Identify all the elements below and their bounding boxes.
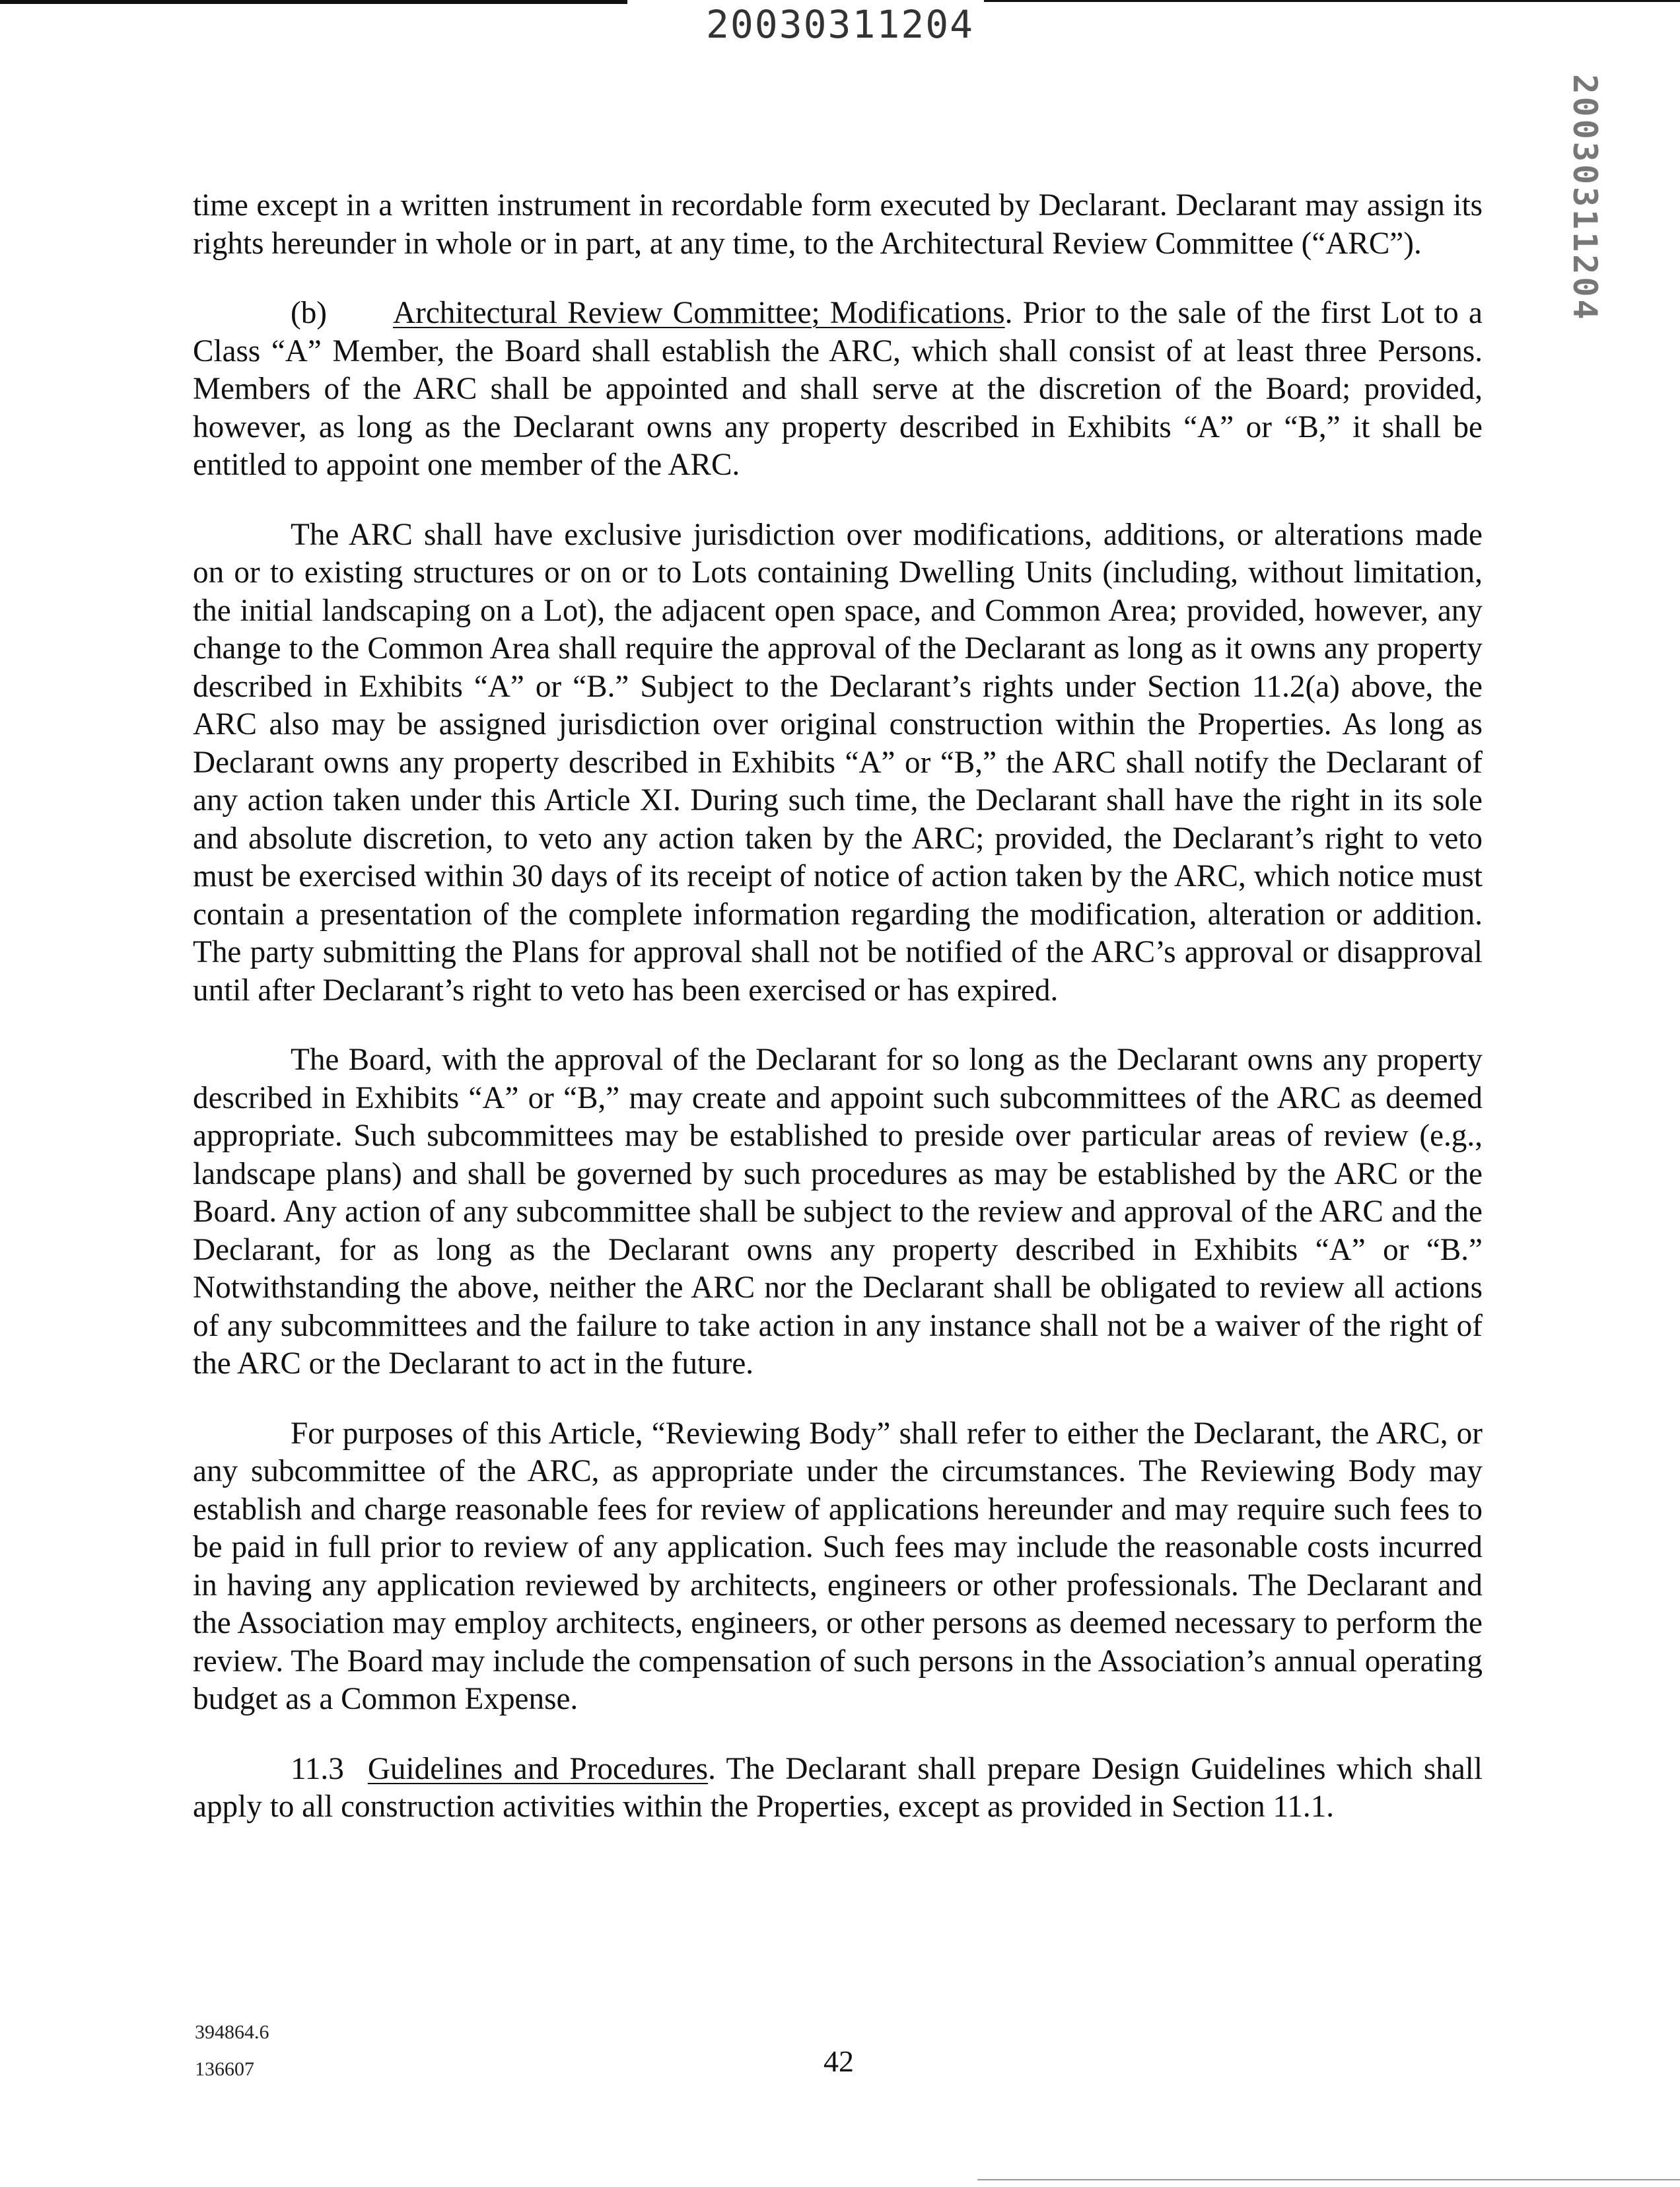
page-number: 42 [823,2044,854,2078]
side-stamp-text: 20030311204 [1566,74,1604,322]
paragraph-section-11-3 [193,1751,1483,1826]
paragraph-section-b [193,295,1483,485]
paragraph-arc-jurisdiction: The ARC shall have exclusive jurisdiction over modifications, additions, or alterations made on or to existing structures or on or to Lots containing Dwelling Units (including, without limitation, the initial landscaping on a Lot), the adjacent open space, and Common Area; provided, however, any change to the Common Area shall require the approval of the Declarant as long as it owns any property described in Exhibits “A” or “B.” Subject to the Declarant’s rights under Section 11.2(a) above, the ARC also may be assigned jurisdiction over original construction within the Properties. As long as Declarant owns any property described in Exhibits “A” or “B,” the ARC shall notify the Declarant of any action taken under this Article XI. During such time, the Declarant shall have the right in its sole and absolute discretion, to veto any action taken by the ARC; provided, the Declarant’s right to veto must be exercised within 30 days of its receipt of notice of action taken by the ARC, which notice must contain a presentation of the complete information regarding the modification, alteration or addition. The party submitting the Plans for approval shall not be notified of the ARC’s approval or disapproval until after Declarant’s right to veto has been exercised or has expired. [193,517,1483,1008]
section-heading-guidelines: Guidelines and Procedures [367,1751,709,1786]
paragraph-subcommittees: The Board, with the approval of the Declarant for so long as the Declarant owns any property described in Exhibits “A” or “B,” may create and appoint such subcommittees of the ARC as deemed appropriate. Such subcommittees may be established to preside over particular areas of review (e.g., landscape plans) and shall be governed by such procedures as may be established by the ARC or the Board. Any action of any subcommittee shall be subject to the review and approval of the ARC and the Declarant, for as long as the Declarant owns any property described in Exhibits “A” or “B.” Notwithstanding the above, neither the ARC nor the Declarant shall be obligated to review all actions of any subcommittees and the failure to take action in any instance shall not be a waiver of the right of the ARC or the Declarant to act in the future. [193,1043,1483,1381]
footer-document-ids [195,2014,269,2088]
recording-number-header: 20030311204 [705,2,975,47]
section-label-b: (b) [291,296,328,330]
document-body [193,187,1483,1826]
footer-client-id: 136607 [195,2058,254,2080]
section-label-11-3: 11.3 [291,1751,344,1786]
side-recording-stamp [1562,74,1608,322]
section-heading-arc-modifications: Architectural Review Committee; Modifications [393,296,1005,330]
section-b-body: Prior to the sale of the first Lot to a Class “A” Member, the Board shall establish the ARC, which shall consist of at least three Persons. Members of the ARC shall be appointed and shall serve at the discretion of the Board; provided, however, as long as the Declarant owns any property described in Exhibits “A” or “B,” it shall be entitled to appoint one member of the ARC. [193,296,1483,482]
section-heading-period-11-3: . [708,1751,716,1786]
paragraph-reviewing-body: For purposes of this Article, “Reviewing Body” shall refer to either the Declarant, the ARC, or any subcommittee of the ARC, as appropriate under the circumstances. The Reviewing Body may establish and charge reasonable fees for review of applications hereunder and may require such fees to be paid in full prior to review of any application. Such fees may include the reasonable costs incurred in having any application reviewed by architects, engineers or other professionals. The Declarant and the Association may employ architects, engineers, or other persons as deemed necessary to perform the review. The Board may include the compensation of such persons in the Association’s annual operating budget as a Common Expense. [193,1416,1483,1716]
section-heading-period: . [1004,296,1013,330]
footer-doc-id: 394864.6 [195,2021,269,2043]
paragraph-continuation: time except in a written instrument in recordable form executed by Declarant. Declarant may assign its rights hereunder in whole or in part, at any time, to the Architectural Review Committee (“ARC”). [193,188,1483,261]
section-11-3-body: The Declarant shall prepare Design Guidelines which shall apply to all construction activities within the Properties, except as provided in Section 11.1. [193,1751,1483,1824]
bottom-scan-rule [977,2179,1680,2180]
